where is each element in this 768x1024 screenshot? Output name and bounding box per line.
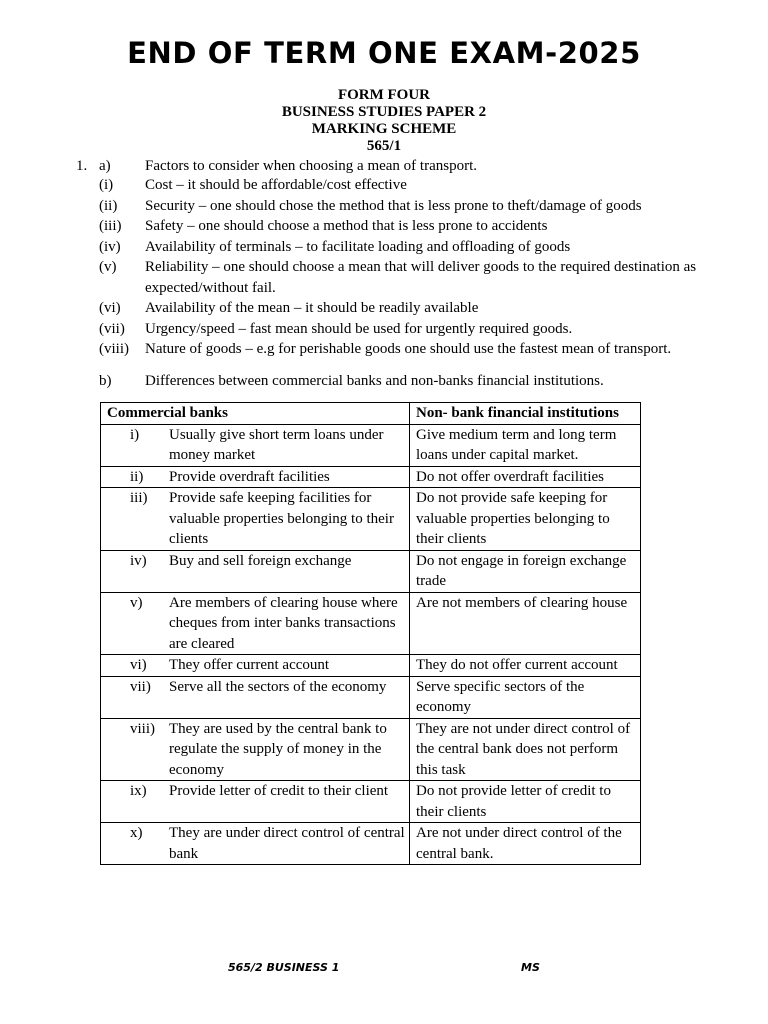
factor-text: Reliability – one should choose a mean that will deliver goods to the required destination as expected/without fail. xyxy=(145,259,697,296)
comparison-table xyxy=(100,402,641,865)
factor-list xyxy=(99,175,709,360)
factor-item xyxy=(99,319,709,340)
table-row xyxy=(101,781,641,823)
factor-number: (iii) xyxy=(99,218,122,234)
header-non-bank-institutions: Non- bank financial institutions xyxy=(410,403,641,425)
factor-item xyxy=(99,339,709,360)
question-number: 1. xyxy=(76,158,88,174)
row-number: iii) xyxy=(130,490,148,506)
table-row xyxy=(101,655,641,677)
table-body xyxy=(101,424,641,865)
table-row xyxy=(101,676,641,718)
exam-title: END OF TERM ONE EXAM-2025 xyxy=(127,36,641,70)
non-bank-cell: Serve specific sectors of the economy xyxy=(410,676,641,718)
commercial-bank-cell xyxy=(101,676,410,718)
non-bank-cell: Do not engage in foreign exchange trade xyxy=(410,550,641,592)
factor-text: Nature of goods – e.g for perishable goods one should use the fastest mean of transport. xyxy=(145,341,672,357)
factor-number: (vi) xyxy=(99,300,121,316)
header-commercial-banks: Commercial banks xyxy=(101,403,410,425)
paper-code: 565/1 xyxy=(366,138,402,154)
factor-item xyxy=(99,175,709,196)
commercial-bank-text: Buy and sell foreign exchange xyxy=(169,552,352,569)
commercial-bank-cell xyxy=(101,823,410,865)
factor-item xyxy=(99,298,709,319)
commercial-bank-cell xyxy=(101,550,410,592)
part-b-heading: Differences between commercial banks and non-banks financial institutions. xyxy=(145,373,604,389)
factor-item xyxy=(99,196,709,217)
factor-item xyxy=(99,257,709,298)
table-row xyxy=(101,488,641,551)
row-number: ix) xyxy=(130,783,147,799)
factor-number: (i) xyxy=(99,177,114,193)
factor-number: (iv) xyxy=(99,238,121,255)
factor-text: Security – one should chose the method that is less prone to theft/damage of goods xyxy=(145,197,642,214)
non-bank-cell: Do not provide safe keeping for valuable properties belonging to their clients xyxy=(410,488,641,551)
table-row xyxy=(101,550,641,592)
row-number: v) xyxy=(130,594,143,611)
commercial-bank-text: Provide letter of credit to their client xyxy=(169,783,389,799)
commercial-bank-cell xyxy=(101,718,410,781)
non-bank-cell: They do not offer current account xyxy=(410,655,641,677)
factor-text: Cost – it should be affordable/cost effective xyxy=(145,177,407,193)
row-number: ii) xyxy=(130,468,144,485)
commercial-bank-cell xyxy=(101,488,410,551)
commercial-bank-text: Serve all the sectors of the economy xyxy=(169,678,387,695)
marking-scheme-label: MARKING SCHEME xyxy=(311,121,457,137)
footer-ms-label: MS xyxy=(521,961,540,974)
factor-item xyxy=(99,237,709,258)
commercial-bank-text: Are members of clearing house where cheques from inter banks transactions are cleared xyxy=(169,594,398,652)
non-bank-cell: Are not members of clearing house xyxy=(410,592,641,655)
row-number: iv) xyxy=(130,552,147,569)
factor-text: Availability of the mean – it should be readily available xyxy=(145,300,479,316)
commercial-bank-text: They are under direct control of central bank xyxy=(169,825,405,862)
table-header-row xyxy=(101,403,641,425)
commercial-bank-text: Usually give short term loans under money market xyxy=(169,426,384,463)
factor-item xyxy=(99,216,709,237)
factor-text: Safety – one should choose a method that is less prone to accidents xyxy=(145,218,548,234)
factor-number: (vii) xyxy=(99,320,125,337)
form-label: FORM FOUR xyxy=(337,87,431,103)
row-number: vi) xyxy=(130,657,147,673)
commercial-bank-text: Provide overdraft facilities xyxy=(169,468,330,485)
commercial-bank-text: Provide safe keeping facilities for valuable properties belonging to their clients xyxy=(169,490,394,547)
non-bank-cell: Are not under direct control of the central bank. xyxy=(410,823,641,865)
commercial-bank-text: They offer current account xyxy=(169,657,330,673)
commercial-bank-cell xyxy=(101,466,410,488)
commercial-bank-cell xyxy=(101,592,410,655)
non-bank-cell: Give medium term and long term loans under capital market. xyxy=(410,424,641,466)
part-b-letter: b) xyxy=(99,373,112,389)
footer-paper-label: 565/2 BUSINESS 1 xyxy=(228,961,340,974)
factor-number: (viii) xyxy=(99,341,129,357)
part-a-heading: Factors to consider when choosing a mean of transport. xyxy=(145,158,477,174)
part-a-letter: a) xyxy=(99,158,111,174)
row-number: x) xyxy=(130,825,143,841)
table-row xyxy=(101,718,641,781)
commercial-bank-cell xyxy=(101,424,410,466)
table-row xyxy=(101,466,641,488)
table-row xyxy=(101,424,641,466)
row-number: i) xyxy=(130,426,140,443)
commercial-bank-cell xyxy=(101,781,410,823)
table-row xyxy=(101,823,641,865)
row-number: vii) xyxy=(130,678,151,695)
factor-text: Availability of terminals – to facilitate loading and offloading of goods xyxy=(145,238,571,255)
factor-text: Urgency/speed – fast mean should be used for urgently required goods. xyxy=(145,320,573,337)
factor-number: (v) xyxy=(99,259,117,275)
non-bank-cell: Do not provide letter of credit to their clients xyxy=(410,781,641,823)
table-row xyxy=(101,592,641,655)
paper-label: BUSINESS STUDIES PAPER 2 xyxy=(281,104,487,120)
commercial-bank-text: They are used by the central bank to regulate the supply of money in the economy xyxy=(169,720,387,778)
non-bank-cell: They are not under direct control of the central bank does not perform this task xyxy=(410,718,641,781)
row-number: viii) xyxy=(130,720,155,737)
commercial-bank-cell xyxy=(101,655,410,677)
factor-number: (ii) xyxy=(99,197,118,214)
non-bank-cell: Do not offer overdraft facilities xyxy=(410,466,641,488)
